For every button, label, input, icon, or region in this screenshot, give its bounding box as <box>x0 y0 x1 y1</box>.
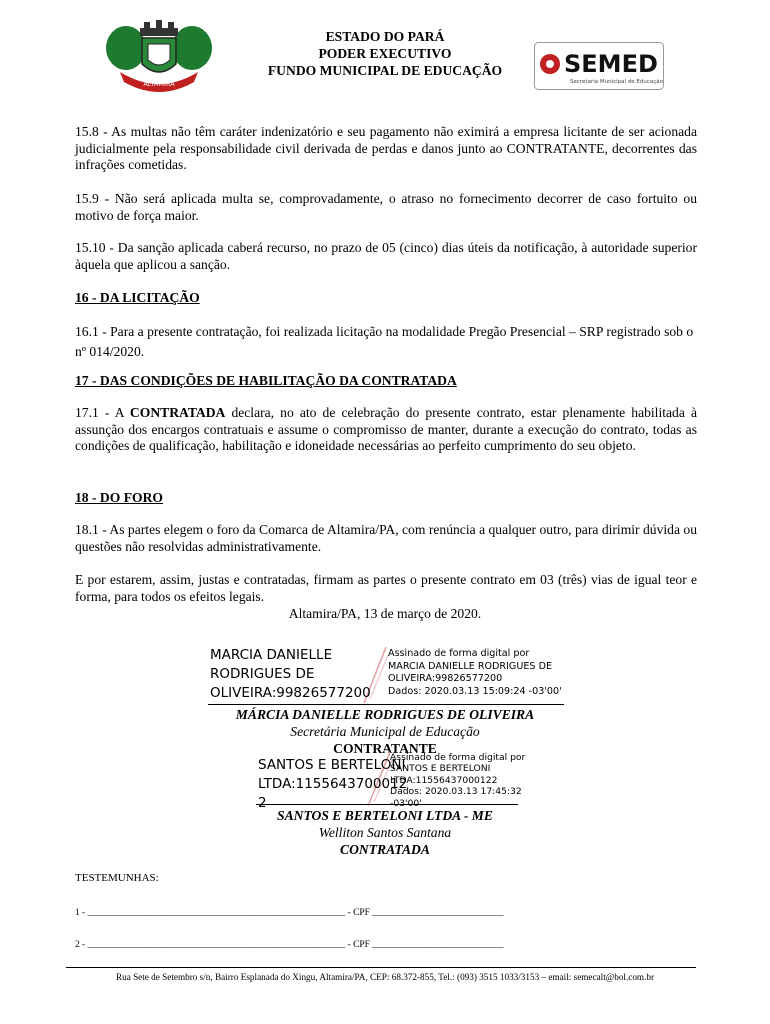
heading-17: 17 - DAS CONDIÇÕES DE HABILITAÇÃO DA CONTRATADA <box>75 373 457 388</box>
signature1-name-line1: MARCIA DANIELLE <box>210 647 333 663</box>
footer-divider <box>66 967 696 968</box>
signature2-detail-2: SANTOS E BERTELONI <box>390 763 491 775</box>
signature1-printed-name: MÁRCIA DANIELLE RODRIGUES DE OLIVEIRA <box>235 707 535 722</box>
signature2-representative: Welliton Santos Santana <box>318 825 452 840</box>
clause-17-1-rest: declara, no ato de celebração do presente contrato, estar plenamente habilitada à assunção dos encargos contratuais e assume o compromisso de manter, durante a execução do contrato, todas as condições de qualificação, habilitação e idoneidade necessárias ao perfeito cumprimento do seu objeto. <box>75 405 698 453</box>
heading-16: 16 - DA LICITAÇÃO <box>75 290 200 305</box>
clause-15-8: 15.8 - As multas não têm caráter indenizatório e seu pagamento não eximirá a empresa licitante de ser acionada judicialmente pela responsabilidade civil derivada de perdas e danos junto ao CONTRATANTE, decorrentes das infrações cometidas. <box>75 124 697 172</box>
signature1-detail-1: Assinado de forma digital por <box>388 648 530 659</box>
signature2-line <box>256 804 518 805</box>
clause-17-1-contratada: CONTRATADA <box>129 405 226 420</box>
semed-logo <box>534 42 664 90</box>
signature2-name-line3: 2 <box>258 795 267 811</box>
clause-18-1: 18.1 - As partes elegem o foro da Comarca de Altamira/PA, com renúncia a qualquer outro, para dirimir dúvida ou questões não resolvidas administrativamente. <box>75 522 697 554</box>
signature2-name-line1: SANTOS E BERTELONI <box>258 757 406 773</box>
header-executive: PODER EXECUTIVO <box>318 46 452 61</box>
witness-line-2: 2 - _______________________________________________________ - CPF ____________________________ <box>75 940 504 950</box>
altamira-crest-logo <box>104 14 214 94</box>
clause-17-1 <box>75 405 697 455</box>
heading-18: 18 - DO FORO <box>75 490 163 505</box>
witness-line-1: 1 - _______________________________________________________ - CPF ____________________________ <box>75 908 504 918</box>
signature2-printed-name: SANTOS E BERTELONI LTDA - ME <box>277 808 493 823</box>
signature2-digital-details <box>390 752 525 809</box>
signature1-detail-2: MARCIA DANIELLE RODRIGUES DE <box>388 660 553 672</box>
clause-17-1-start: 17.1 - A <box>75 405 130 420</box>
signature2-party: CONTRATADA <box>340 842 430 857</box>
signature1-line <box>208 704 564 705</box>
svg-text:ALTAMIRA: ALTAMIRA <box>143 80 175 88</box>
closing-paragraph: E por estarem, assim, justas e contratadas, firmam as partes o presente contrato em 03 (três) vias de igual teor e forma, para todos os efeitos legais. <box>75 572 697 604</box>
signature1-digital-details <box>388 648 562 698</box>
document-header <box>200 28 570 79</box>
witnesses-label: TESTEMUNHAS: <box>75 872 159 884</box>
place-date: Altamira/PA, 13 de março de 2020. <box>288 606 482 621</box>
clause-16-1: 16.1 - Para a presente contratação, foi realizada licitação na modalidade Pregão Presencial – SRP registrado sob o nº 014/2020. <box>75 324 694 359</box>
signature2-detail-5: -03'00' <box>390 797 422 809</box>
signature1-name-line2: RODRIGUES DE <box>210 666 315 682</box>
clause-15-9: 15.9 - Não será aplicada multa se, comprovadamente, o atraso no fornecimento decorrer de caso fortuito ou motivo de força maior. <box>75 191 697 223</box>
clause-15-10: 15.10 - Da sanção aplicada caberá recurso, no prazo de 05 (cinco) dias úteis da notificação, à autoridade superior àquela que aplicou a sanção. <box>75 240 697 272</box>
signature2-detail-4: Dados: 2020.03.13 17:45:32 <box>390 786 522 798</box>
signature1-name-line3: OLIVEIRA:99826577200 <box>210 685 371 701</box>
footer-address: Rua Sete de Setembro s/n, Bairro Esplanada do Xingu, Altamira/PA, CEP: 68.372-855, Tel.: (093) 3515 1033/3153 – email: semecalt@bol.com.br <box>115 972 655 982</box>
signature2-detail-1: Assinado de forma digital por <box>390 752 526 763</box>
signature1-detail-4: Dados: 2020.03.13 15:09:24 -03'00' <box>388 685 562 697</box>
signature1-party: CONTRATANTE <box>333 741 437 756</box>
header-state: ESTADO DO PARÁ <box>325 29 445 44</box>
header-fund: FUNDO MUNICIPAL DE EDUCAÇÃO <box>267 63 503 78</box>
svg-text:SEMED: SEMED <box>564 50 658 78</box>
svg-text:Secretaria Municipal de Educaç: Secretaria Municipal de Educação <box>570 79 664 85</box>
signature2-detail-3: LTDA:11556437000122 <box>390 774 498 786</box>
signature1-detail-3: OLIVEIRA:99826577200 <box>388 673 503 684</box>
signature1-role: Secretária Municipal de Educação <box>290 724 480 739</box>
signature2-name-line2: LTDA:1155643700012 <box>258 776 408 792</box>
signature1-signer <box>210 646 371 703</box>
